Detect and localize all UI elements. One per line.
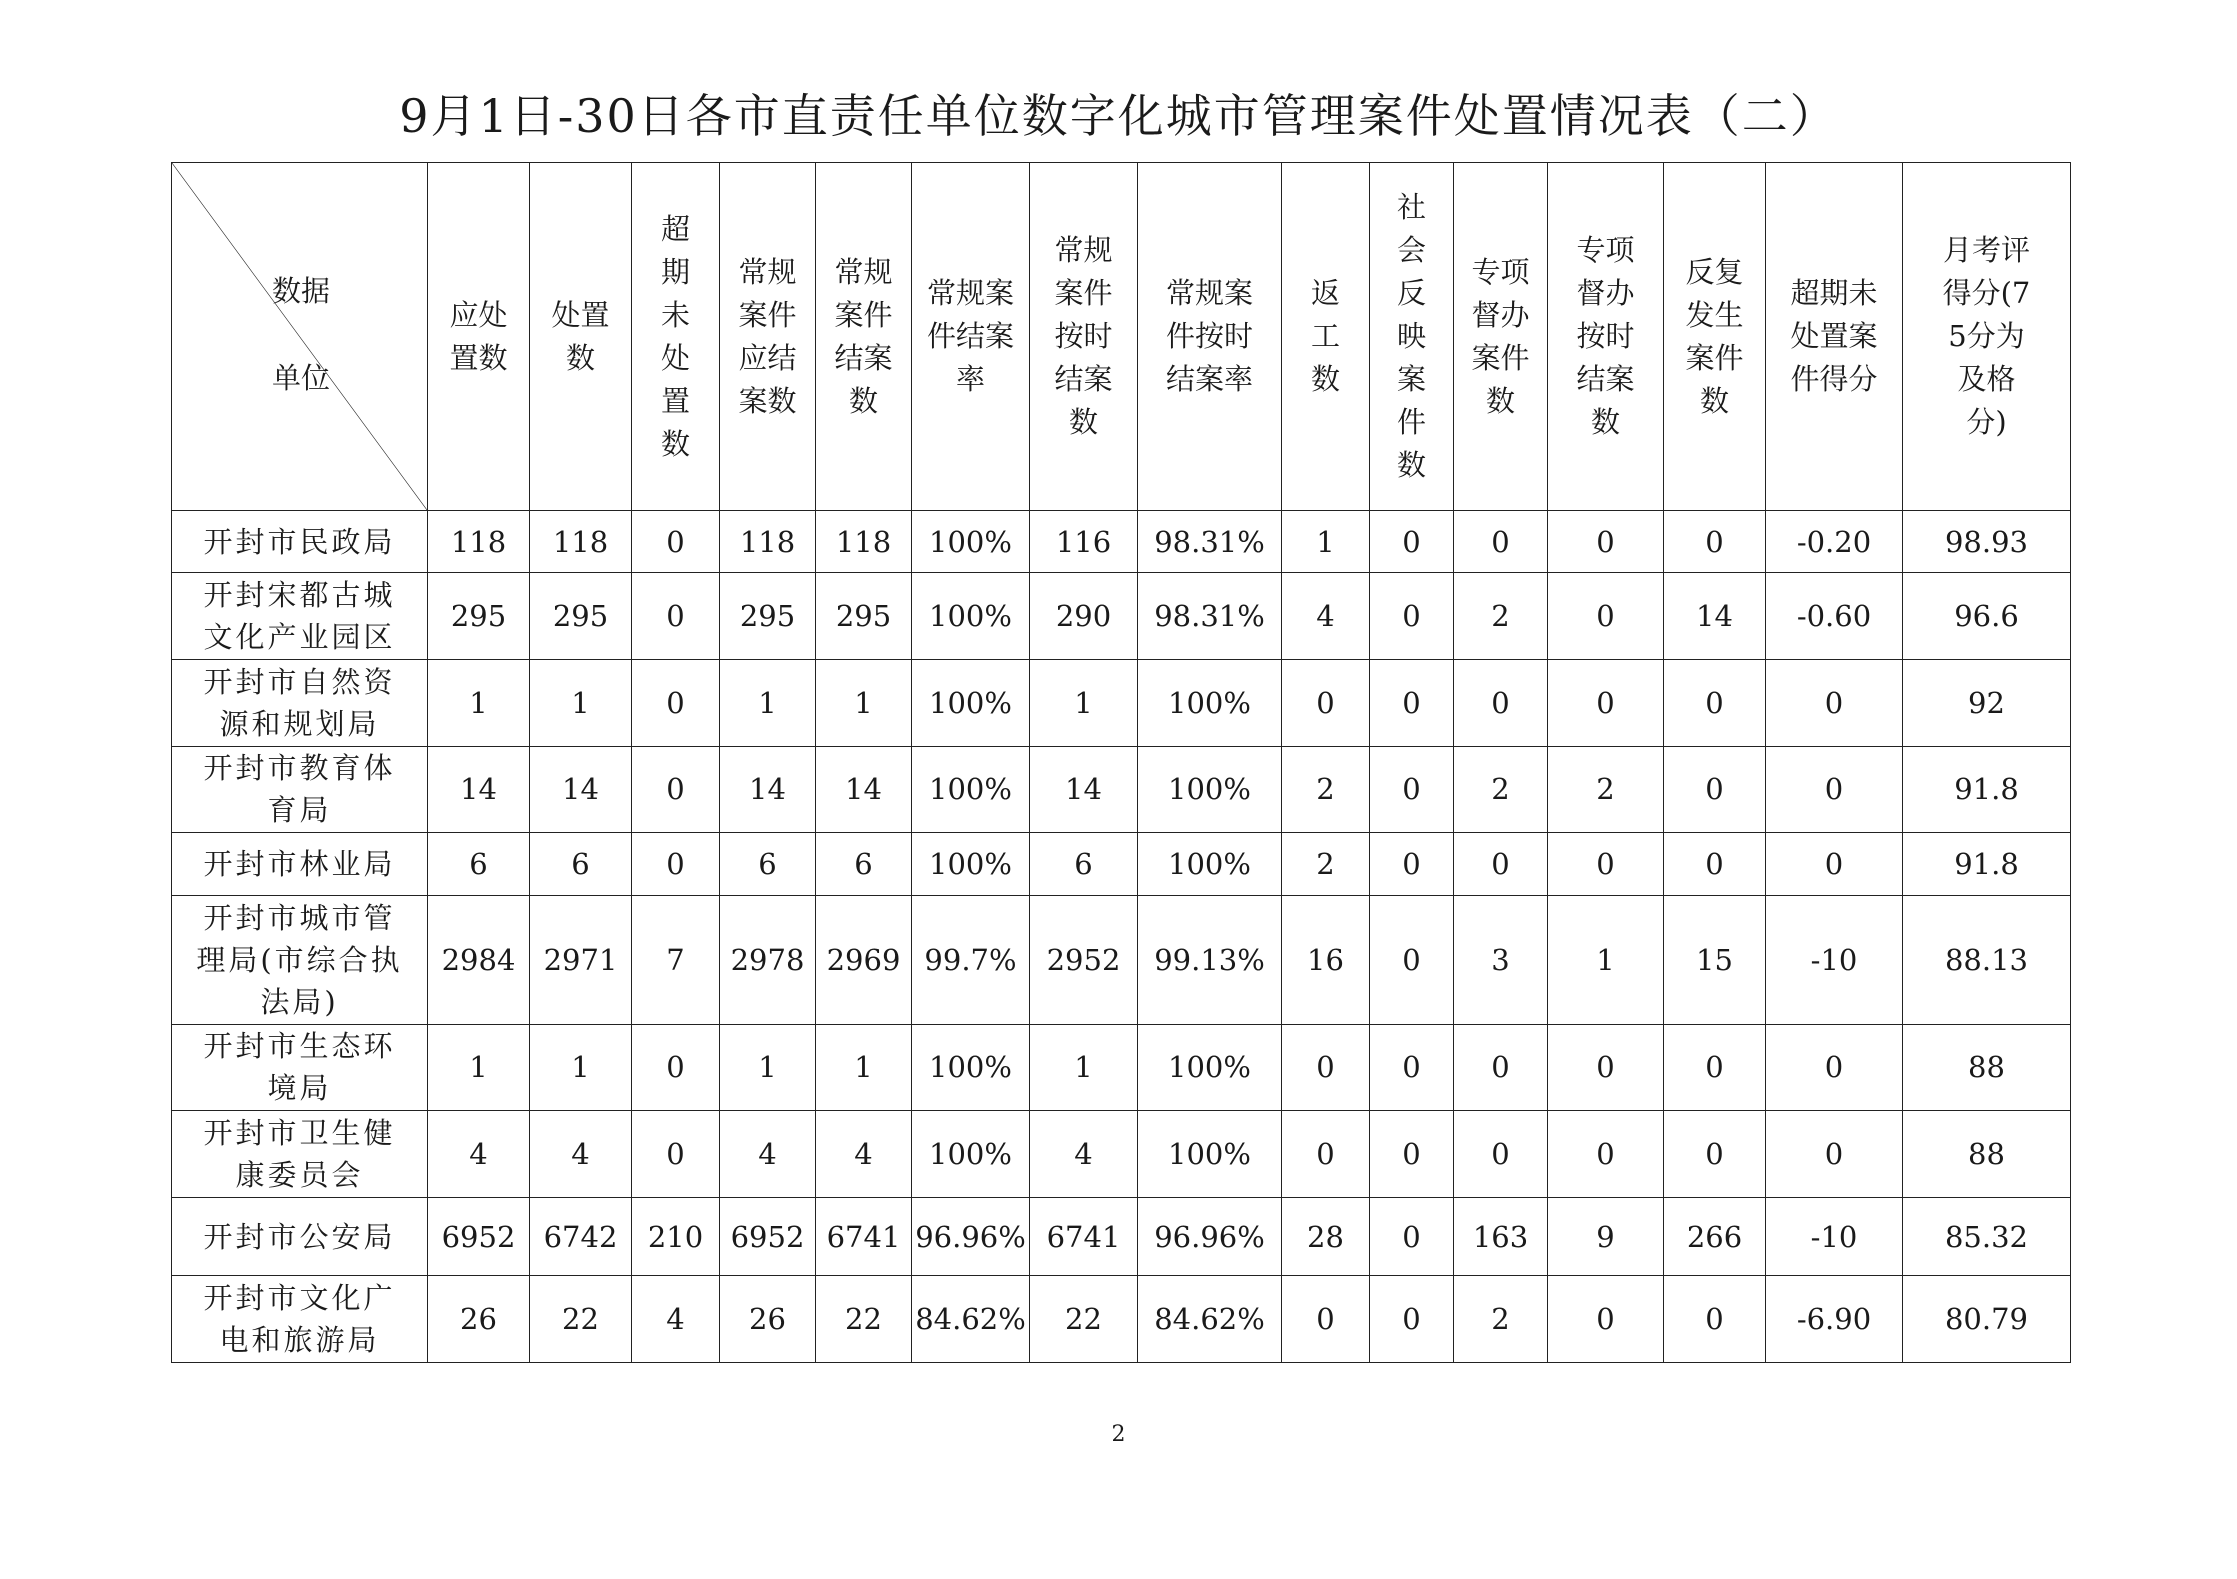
header-row xyxy=(172,163,2071,511)
data-cell: 100% xyxy=(1138,833,1282,895)
data-cell: 0 xyxy=(1664,1111,1766,1198)
unit-name-cell: 开封市教育体育局 xyxy=(172,746,428,833)
data-cell: 290 xyxy=(1030,573,1138,660)
data-cell: 118 xyxy=(816,511,912,573)
data-cell: 1 xyxy=(1030,1024,1138,1111)
data-cell: 14 xyxy=(720,746,816,833)
data-cell: 85.32 xyxy=(1903,1197,2071,1276)
data-cell: -0.20 xyxy=(1766,511,1903,573)
data-cell: 26 xyxy=(720,1276,816,1363)
data-cell: 96.96% xyxy=(1138,1197,1282,1276)
data-cell: 0 xyxy=(1454,833,1548,895)
data-cell: 295 xyxy=(428,573,530,660)
data-cell: 2 xyxy=(1282,833,1370,895)
data-cell: 92 xyxy=(1903,660,2071,747)
data-cell: 6 xyxy=(428,833,530,895)
data-cell: 0 xyxy=(1766,1024,1903,1111)
data-cell: 118 xyxy=(720,511,816,573)
data-cell: 14 xyxy=(816,746,912,833)
unit-name-cell: 开封市生态环境局 xyxy=(172,1024,428,1111)
data-cell: 0 xyxy=(1766,660,1903,747)
data-cell: 4 xyxy=(530,1111,632,1198)
data-cell: 1 xyxy=(720,1024,816,1111)
data-cell: 163 xyxy=(1454,1197,1548,1276)
unit-name-cell: 开封市民政局 xyxy=(172,511,428,573)
unit-name-cell: 开封市卫生健康委员会 xyxy=(172,1111,428,1198)
data-cell: 0 xyxy=(1282,660,1370,747)
data-cell: 0 xyxy=(1370,573,1454,660)
data-cell: 91.8 xyxy=(1903,833,2071,895)
col-header: 常规案件应结案数 xyxy=(720,163,816,511)
data-cell: 88 xyxy=(1903,1024,2071,1111)
data-cell: 4 xyxy=(1030,1111,1138,1198)
table-row xyxy=(172,660,2071,747)
data-cell: 88 xyxy=(1903,1111,2071,1198)
col-header: 返工数 xyxy=(1282,163,1370,511)
data-cell: 100% xyxy=(912,1111,1030,1198)
table-row xyxy=(172,746,2071,833)
data-cell: 1 xyxy=(530,660,632,747)
unit-name-cell: 开封市文化广电和旅游局 xyxy=(172,1276,428,1363)
data-cell: 0 xyxy=(1370,1197,1454,1276)
data-cell: 2984 xyxy=(428,895,530,1024)
data-cell: 88.13 xyxy=(1903,895,2071,1024)
data-cell: 2952 xyxy=(1030,895,1138,1024)
data-cell: 0 xyxy=(1282,1024,1370,1111)
data-cell: 0 xyxy=(1454,511,1548,573)
col-header: 常规案件按时结案率 xyxy=(1138,163,1282,511)
data-cell: 22 xyxy=(1030,1276,1138,1363)
data-cell: 2 xyxy=(1454,573,1548,660)
data-cell: 14 xyxy=(1664,573,1766,660)
data-cell: 0 xyxy=(1370,1024,1454,1111)
data-cell: 80.79 xyxy=(1903,1276,2071,1363)
data-cell: 91.8 xyxy=(1903,746,2071,833)
data-cell: 2978 xyxy=(720,895,816,1024)
data-cell: 0 xyxy=(1664,511,1766,573)
data-cell: 6 xyxy=(720,833,816,895)
data-cell: -10 xyxy=(1766,1197,1903,1276)
col-header: 应处置数 xyxy=(428,163,530,511)
data-cell: 295 xyxy=(816,573,912,660)
data-cell: 0 xyxy=(1548,833,1664,895)
data-cell: 99.13% xyxy=(1138,895,1282,1024)
data-cell: 0 xyxy=(1766,1111,1903,1198)
data-cell: 98.93 xyxy=(1903,511,2071,573)
data-cell: 118 xyxy=(428,511,530,573)
data-cell: 9 xyxy=(1548,1197,1664,1276)
data-cell: 0 xyxy=(632,833,720,895)
data-cell: 14 xyxy=(530,746,632,833)
col-header: 反复发生案件数 xyxy=(1664,163,1766,511)
data-cell: 100% xyxy=(912,573,1030,660)
data-cell: 0 xyxy=(1548,1024,1664,1111)
data-cell: 100% xyxy=(912,511,1030,573)
data-cell: 16 xyxy=(1282,895,1370,1024)
col-header: 常规案件结案率 xyxy=(912,163,1030,511)
data-cell: 100% xyxy=(912,660,1030,747)
data-cell: 0 xyxy=(1548,573,1664,660)
data-cell: -6.90 xyxy=(1766,1276,1903,1363)
data-cell: 84.62% xyxy=(1138,1276,1282,1363)
data-cell: 14 xyxy=(1030,746,1138,833)
data-cell: 0 xyxy=(1370,660,1454,747)
data-cell: 0 xyxy=(632,511,720,573)
table-body xyxy=(172,511,2071,1363)
page-number: 2 xyxy=(1111,1422,1126,1447)
data-cell: 0 xyxy=(632,660,720,747)
data-cell: 98.31% xyxy=(1138,573,1282,660)
data-cell: 100% xyxy=(1138,746,1282,833)
data-cell: 0 xyxy=(632,746,720,833)
data-cell: 98.31% xyxy=(1138,511,1282,573)
data-cell: 96.6 xyxy=(1903,573,2071,660)
data-cell: 96.96% xyxy=(912,1197,1030,1276)
page-title: 9月1日-30日各市直责任单位数字化城市管理案件处置情况表（二） xyxy=(399,89,1838,143)
data-cell: 4 xyxy=(428,1111,530,1198)
corner-label-data: 数据 xyxy=(272,274,331,308)
corner-header-cell xyxy=(172,163,428,511)
data-cell: 28 xyxy=(1282,1197,1370,1276)
data-cell: 0 xyxy=(1664,1024,1766,1111)
data-cell: 6 xyxy=(816,833,912,895)
data-cell: 0 xyxy=(1664,833,1766,895)
data-cell: 210 xyxy=(632,1197,720,1276)
data-cell: 6741 xyxy=(1030,1197,1138,1276)
unit-name-cell: 开封市公安局 xyxy=(172,1197,428,1276)
data-cell: 1 xyxy=(1282,511,1370,573)
data-cell: 99.7% xyxy=(912,895,1030,1024)
data-cell: 0 xyxy=(1370,833,1454,895)
data-cell: 1 xyxy=(428,660,530,747)
data-cell: 0 xyxy=(1548,1276,1664,1363)
data-cell: 15 xyxy=(1664,895,1766,1024)
data-cell: 0 xyxy=(1548,511,1664,573)
data-cell: 6952 xyxy=(428,1197,530,1276)
data-cell: 0 xyxy=(1664,1276,1766,1363)
table-row xyxy=(172,511,2071,573)
data-cell: 266 xyxy=(1664,1197,1766,1276)
unit-name-cell: 开封宋都古城文化产业园区 xyxy=(172,573,428,660)
col-header: 常规案件按时结案数 xyxy=(1030,163,1138,511)
data-cell: 1 xyxy=(530,1024,632,1111)
case-disposal-table xyxy=(171,162,2071,1363)
data-cell: 4 xyxy=(720,1111,816,1198)
data-cell: 0 xyxy=(1370,1276,1454,1363)
table-row xyxy=(172,895,2071,1024)
table-row xyxy=(172,1024,2071,1111)
data-cell: 1 xyxy=(428,1024,530,1111)
data-cell: 100% xyxy=(912,833,1030,895)
data-cell: 6741 xyxy=(816,1197,912,1276)
data-cell: -10 xyxy=(1766,895,1903,1024)
data-cell: 6742 xyxy=(530,1197,632,1276)
unit-name-cell: 开封市林业局 xyxy=(172,833,428,895)
data-cell: 4 xyxy=(632,1276,720,1363)
data-cell: 4 xyxy=(816,1111,912,1198)
data-cell: -0.60 xyxy=(1766,573,1903,660)
data-cell: 0 xyxy=(1664,660,1766,747)
data-cell: 6952 xyxy=(720,1197,816,1276)
data-cell: 2 xyxy=(1454,1276,1548,1363)
col-header: 处置数 xyxy=(530,163,632,511)
table-row xyxy=(172,833,2071,895)
col-header: 专项督办案件数 xyxy=(1454,163,1548,511)
data-cell: 118 xyxy=(530,511,632,573)
col-header: 月考评得分(75分为及格分) xyxy=(1903,163,2071,511)
data-cell: 0 xyxy=(1766,746,1903,833)
diagonal-divider xyxy=(172,163,427,510)
data-cell: 2 xyxy=(1282,746,1370,833)
col-header: 常规案件结案数 xyxy=(816,163,912,511)
unit-name-cell: 开封市自然资源和规划局 xyxy=(172,660,428,747)
data-cell: 2 xyxy=(1454,746,1548,833)
data-cell: 0 xyxy=(632,573,720,660)
table-row xyxy=(172,1197,2071,1276)
data-cell: 0 xyxy=(1282,1276,1370,1363)
data-cell: 1 xyxy=(1548,895,1664,1024)
data-cell: 0 xyxy=(632,1024,720,1111)
table-row xyxy=(172,573,2071,660)
data-cell: 3 xyxy=(1454,895,1548,1024)
data-cell: 0 xyxy=(1766,833,1903,895)
data-cell: 6 xyxy=(1030,833,1138,895)
data-cell: 4 xyxy=(1282,573,1370,660)
data-cell: 22 xyxy=(816,1276,912,1363)
data-cell: 0 xyxy=(1548,1111,1664,1198)
data-cell: 0 xyxy=(1454,660,1548,747)
table-row xyxy=(172,1276,2071,1363)
data-cell: 0 xyxy=(1454,1111,1548,1198)
data-cell: 0 xyxy=(1454,1024,1548,1111)
col-header: 超期未处置数 xyxy=(632,163,720,511)
data-cell: 1 xyxy=(720,660,816,747)
data-cell: 100% xyxy=(912,1024,1030,1111)
data-cell: 295 xyxy=(720,573,816,660)
col-header: 专项督办按时结案数 xyxy=(1548,163,1664,511)
data-cell: 100% xyxy=(1138,1111,1282,1198)
corner-label-unit: 单位 xyxy=(272,361,331,395)
data-cell: 0 xyxy=(1370,895,1454,1024)
data-cell: 0 xyxy=(1282,1111,1370,1198)
col-header: 超期未处置案件得分 xyxy=(1766,163,1903,511)
data-cell: 6 xyxy=(530,833,632,895)
data-cell: 0 xyxy=(632,1111,720,1198)
col-header: 社会反映案件数 xyxy=(1370,163,1454,511)
data-cell: 100% xyxy=(1138,660,1282,747)
data-cell: 2969 xyxy=(816,895,912,1024)
table-row xyxy=(172,1111,2071,1198)
data-cell: 7 xyxy=(632,895,720,1024)
data-cell: 0 xyxy=(1370,511,1454,573)
data-cell: 1 xyxy=(1030,660,1138,747)
data-cell: 0 xyxy=(1664,746,1766,833)
data-cell: 2971 xyxy=(530,895,632,1024)
data-cell: 1 xyxy=(816,660,912,747)
data-cell: 116 xyxy=(1030,511,1138,573)
data-cell: 295 xyxy=(530,573,632,660)
data-cell: 26 xyxy=(428,1276,530,1363)
data-cell: 22 xyxy=(530,1276,632,1363)
data-cell: 14 xyxy=(428,746,530,833)
data-cell: 100% xyxy=(1138,1024,1282,1111)
data-cell: 2 xyxy=(1548,746,1664,833)
data-cell: 100% xyxy=(912,746,1030,833)
data-cell: 0 xyxy=(1548,660,1664,747)
data-cell: 0 xyxy=(1370,1111,1454,1198)
unit-name-cell: 开封市城市管理局(市综合执法局) xyxy=(172,895,428,1024)
data-cell: 0 xyxy=(1370,746,1454,833)
data-cell: 84.62% xyxy=(912,1276,1030,1363)
data-cell: 1 xyxy=(816,1024,912,1111)
